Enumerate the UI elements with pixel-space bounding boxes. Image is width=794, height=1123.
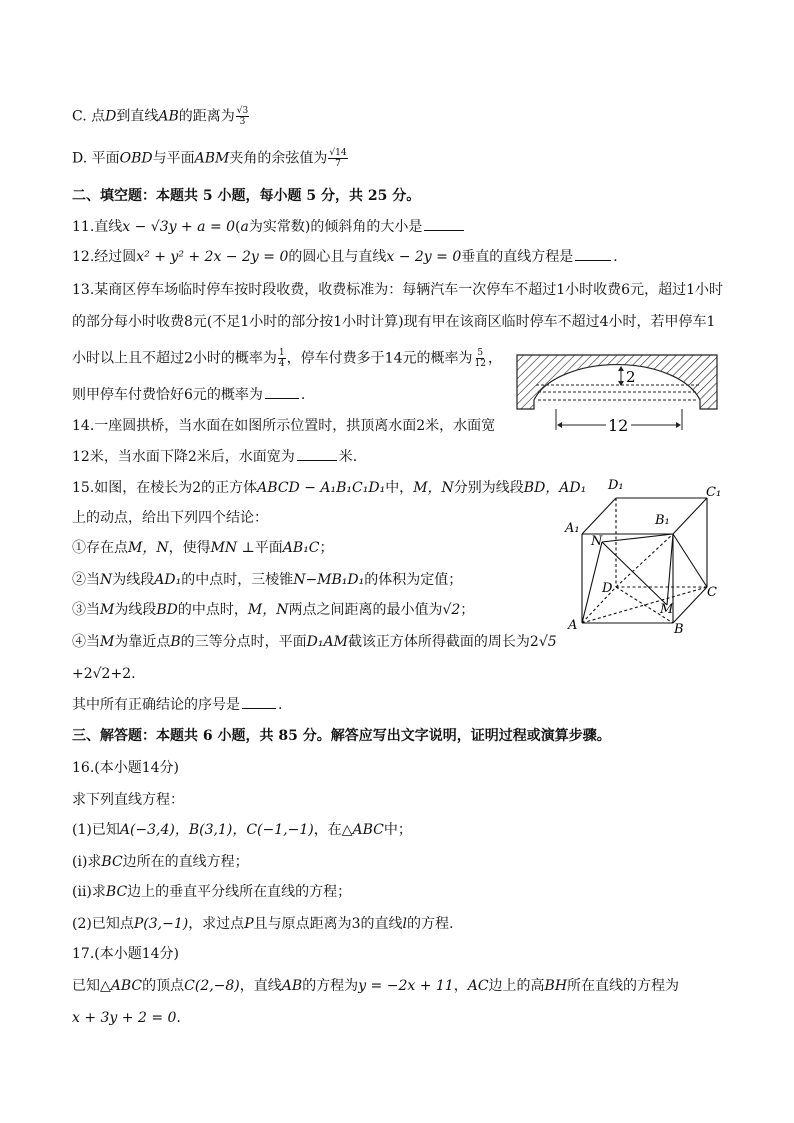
math: P — [244, 916, 254, 932]
text: (2)已知点 — [72, 916, 134, 932]
vertex-label-c: C — [707, 585, 717, 600]
math: BC — [101, 854, 123, 870]
text: 中； — [383, 822, 412, 838]
text: ，使得 — [168, 540, 211, 556]
text: 边上的高 — [488, 978, 545, 994]
math: l — [402, 916, 408, 932]
section-heading: 三、解答题：本题共 6 小题，共 85 分。解答应写出文字说明，证明过程或演算步骤。 — [72, 728, 611, 744]
vertex-label-b: B — [674, 622, 684, 636]
text: ④当 — [72, 634, 100, 650]
text: 的三等分点时，平面 — [180, 634, 307, 650]
math: P(3,−1) — [133, 916, 189, 932]
math: D — [105, 108, 117, 125]
vertex-label-b1: B₁ — [655, 513, 670, 528]
vertex-label-c1: C₁ — [706, 485, 722, 500]
denominator: 3 — [239, 117, 246, 127]
math: x − √3y + a = 0 — [122, 219, 236, 235]
answer-blank — [297, 446, 337, 461]
text: 的距离为 — [178, 108, 235, 125]
question-17-line1 — [72, 976, 679, 996]
vertex-label-a1: A₁ — [565, 521, 580, 536]
section-heading: 二、填空题：本题共 5 小题，每小题 5 分，共 25 分。 — [72, 188, 421, 204]
text: 15.如图，在棱长为2的正方体 — [72, 480, 258, 496]
math: x + 3y + 2 = 0 — [72, 1010, 177, 1026]
arrow-head-icon — [676, 422, 681, 428]
question-13-line2: 的部分每小时收费8元(不足1小时的部分按1小时计算)现有甲在该商区临时停车不超过4小时，若甲停车1 — [72, 314, 716, 330]
math: AB — [281, 978, 303, 994]
text: 平面 — [254, 540, 283, 556]
numerator: √14 — [329, 148, 347, 158]
math: ABCD − A₁B₁C₁D₁ — [257, 480, 386, 496]
text: ， — [453, 978, 468, 994]
text: 12米，当水面下降2米后，水面宽为 — [72, 449, 295, 465]
math: A(−3,4)，B(3,1)，C(−1,−1) — [119, 822, 314, 838]
math: AC — [467, 978, 489, 994]
math: AB₁C — [282, 540, 320, 556]
text: 夹角的余弦值为 — [229, 150, 328, 167]
question-14-line1: 14.一座圆拱桥，当水面在如图所示位置时，拱顶离水面2米，水面宽 — [72, 418, 496, 434]
answer-blank — [265, 384, 299, 399]
question-16-line2 — [72, 820, 412, 840]
denominator: 4 — [278, 359, 285, 369]
arrow-head-icon — [618, 366, 624, 371]
text: 其中所有正确结论的序号是 — [72, 697, 240, 713]
question-13-line3 — [72, 348, 502, 369]
math: B — [170, 634, 181, 650]
width-label: 12 — [608, 416, 629, 434]
text: 分别为线段 — [453, 480, 524, 496]
text: ， — [487, 350, 502, 367]
math: M，N — [128, 540, 169, 556]
question-13-line4 — [72, 384, 305, 405]
math: x − 2y = 0 — [386, 249, 462, 265]
text: 所在直线的方程为 — [567, 978, 680, 994]
fraction — [236, 106, 249, 127]
answer-blank — [575, 246, 611, 261]
answer-blank — [424, 216, 464, 231]
text: ； — [319, 540, 334, 556]
text: ； — [460, 602, 475, 618]
math: BH — [544, 978, 568, 994]
bridge-hatched-body — [517, 355, 717, 409]
denominator: 7 — [335, 159, 341, 169]
text: ，停车付费多于14元的概率为 — [286, 350, 473, 367]
text: (ⅱ)求 — [72, 884, 106, 900]
arrow-head-icon — [557, 422, 562, 428]
fraction — [278, 348, 286, 369]
math: BD — [156, 602, 178, 618]
text: 的圆心且与直线 — [288, 249, 387, 265]
text: 为线段 — [114, 602, 157, 618]
text: . — [278, 697, 283, 713]
math: y = −2x + 11 — [358, 978, 454, 994]
vertex-label-d: D — [602, 581, 613, 596]
math: M — [100, 602, 115, 618]
math: N−MB₁D₁ — [293, 572, 365, 588]
question-16-line5 — [72, 914, 453, 934]
math: √2 — [442, 602, 461, 618]
text: ①存在点 — [72, 540, 128, 556]
denominator: 12 — [474, 359, 486, 369]
text: . — [176, 1010, 181, 1026]
answer-blank — [242, 694, 276, 709]
text: 的中点时，三棱锥 — [181, 572, 294, 588]
question-16-line3 — [72, 852, 249, 872]
conclusion-1 — [72, 538, 334, 558]
math: △ABC — [341, 822, 384, 838]
text: 则甲停车付费恰好6元的概率为 — [72, 387, 263, 403]
text: (ⅰ)求 — [72, 854, 102, 870]
math: x² + y² + 2x − 2y = 0 — [136, 249, 289, 265]
text: 与平面 — [152, 150, 195, 167]
math: AB — [158, 108, 179, 125]
text: 的顶点 — [142, 978, 185, 994]
text: 的中点时， — [177, 602, 248, 618]
question-13-line1: 13.某商区停车场临时停车按时段收费，收费标准为：每辆汽车一次停车不超过1小时收费6元，超过1小时 — [72, 282, 723, 298]
vertex-label-d1: D₁ — [608, 478, 624, 493]
text: 的体积为定值； — [364, 572, 463, 588]
text: ②当 — [72, 572, 100, 588]
text: 为线段 — [112, 572, 155, 588]
math: D₁AM — [306, 634, 348, 650]
math: N — [100, 572, 113, 588]
numerator: √3 — [236, 106, 249, 116]
text: 到直线 — [116, 108, 159, 125]
text: 为靠近点 — [114, 634, 171, 650]
math: BD，AD₁ — [523, 480, 587, 496]
question-16-head: 16.(本小题14分) — [72, 760, 180, 776]
text: 边上的垂直平分线所在直线的方程； — [127, 884, 352, 900]
text: 且与原点距离为3的直线 — [253, 916, 403, 932]
text: 11.直线 — [72, 219, 123, 235]
numerator: 1 — [278, 348, 285, 358]
text: 米. — [338, 449, 358, 465]
text: 12.经过圆 — [72, 249, 137, 265]
text: 为实常数)的倾斜角的大小是 — [248, 219, 423, 235]
point-label-m: M — [660, 602, 674, 617]
text: 边所在的直线方程； — [122, 854, 249, 870]
question-11 — [72, 216, 466, 237]
math: √5 — [538, 634, 557, 650]
text: C. 点 — [72, 108, 106, 125]
text: ③当 — [72, 602, 100, 618]
text: . — [300, 387, 306, 403]
math: BC — [105, 884, 128, 900]
math: ABM — [194, 150, 230, 167]
text: D. 平面 — [72, 150, 120, 167]
cube-figure — [556, 474, 726, 636]
option-d — [72, 148, 349, 169]
vertex-label-a: A — [568, 618, 578, 633]
text: ，在 — [313, 822, 342, 838]
text: (1)已知 — [72, 822, 120, 838]
math: △ABC — [100, 978, 143, 994]
text: 截该正方体所得截面的周长为2 — [347, 634, 539, 650]
point-label-n: N — [591, 534, 603, 549]
conclusion-4-line2: +2√2+2. — [72, 666, 136, 682]
math: a — [240, 219, 249, 235]
text: ，直线 — [239, 978, 282, 994]
math: AD₁ — [154, 572, 182, 588]
question-15-line2: 上的动点，给出下列四个结论： — [72, 510, 268, 526]
question-16-line4 — [72, 882, 351, 902]
math: MN ⊥ — [210, 540, 255, 556]
math: M，N — [247, 602, 289, 618]
text: 的方程为 — [302, 978, 359, 994]
arch-bridge-figure — [516, 354, 722, 434]
height-label: 2 — [626, 368, 636, 386]
question-14-line2 — [72, 446, 357, 467]
math: C(2,−8) — [184, 978, 240, 994]
conclusion-2 — [72, 570, 462, 590]
text: 的方程. — [407, 916, 454, 932]
text: . — [613, 249, 618, 265]
conclusion-4 — [72, 632, 557, 652]
text: 已知 — [72, 978, 100, 994]
question-15-last — [72, 694, 282, 715]
question-16-line1: 求下列直线方程： — [72, 792, 184, 808]
text: 两点之间距离的最小值为 — [288, 602, 443, 618]
numerator: 5 — [477, 348, 484, 358]
conclusion-3 — [72, 600, 474, 620]
question-15-line1 — [72, 478, 586, 498]
math: M — [100, 634, 115, 650]
fraction — [473, 348, 486, 369]
text: 垂直的直线方程是 — [461, 249, 574, 265]
math: OBD — [119, 150, 153, 167]
text: 中， — [385, 480, 414, 496]
question-12 — [72, 246, 618, 267]
question-17-head: 17.(本小题14分) — [72, 946, 180, 962]
fraction — [328, 148, 347, 169]
math: M，N — [413, 480, 454, 496]
text: ，求过点 — [188, 916, 245, 932]
question-17-line2 — [72, 1008, 181, 1028]
text: 小时以上且不超过2小时的概率为 — [72, 350, 277, 367]
text: ( — [235, 219, 241, 235]
option-c — [72, 106, 250, 127]
